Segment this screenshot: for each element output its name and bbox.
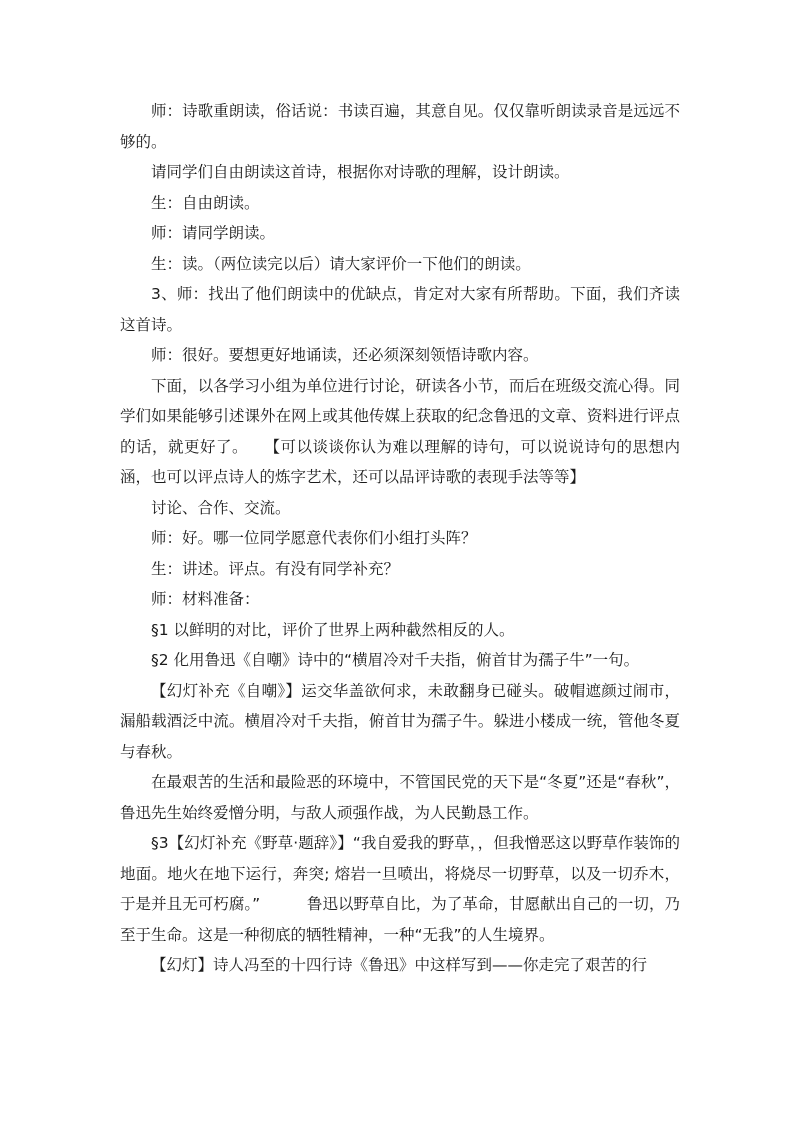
document-body [120, 96, 680, 981]
paragraph: 生：讲述。评点。有没有同学补充？ [151, 559, 400, 578]
paragraph: 请同学们自由朗读这首诗，根据你对诗歌的理解，设计朗读。 [151, 163, 570, 181]
paragraph: 在最艰苦的生活和最险恶的环境中，不管国民党的天下是“冬夏”还是“春秋”，鲁迅先生始终爱憎分明，与敌人顽强作战，为人民勤恳工作。 [120, 773, 680, 822]
paragraph: 讨论、合作、交流。 [151, 498, 291, 517]
paragraph: §1 以鲜明的对比，评价了世界上两种截然相反的人。 [151, 620, 515, 639]
paragraph: 【幻灯】诗人冯至的十四行诗《鲁迅》中这样写到——你走完了艰苦的行 [151, 956, 648, 974]
paragraph: 师：请同学朗读。 [151, 224, 276, 242]
paragraph: 生：自由朗读。 [151, 193, 260, 212]
paragraph: 师：材料准备： [151, 590, 260, 608]
paragraph: 师：好。哪一位同学愿意代表你们小组打头阵？ [151, 529, 477, 547]
paragraph: §2 化用鲁迅《自嘲》诗中的“横眉冷对千夫指，俯首甘为孺子牛”一句。 [151, 651, 640, 669]
paragraph: 师：很好。要想更好地诵读，还必须深刻领悟诗歌内容。 [151, 346, 539, 364]
paragraph: 下面，以各学习小组为单位进行讨论，研读各小节，而后在班级交流心得。同学们如果能够引述课外在网上或其他传媒上获取的纪念鲁迅的文章、资料进行评点的话，就更好了。 【可以谈谈你认为难以理解的诗句，可以说说诗句的思想内涵，也可以评点诗人的炼字艺术，还可以品评诗歌的表现手法等等】 [120, 376, 680, 486]
paragraph: 3、师：找出了他们朗读中的优缺点，肯定对大家有所帮助。下面，我们齐读这首诗。 [120, 285, 680, 334]
paragraph: 【幻灯补充《自嘲》】运交华盖欲何求，未敢翻身已碰头。破帽遮颜过闹市，漏船载酒泛中流。横眉冷对千夫指，俯首甘为孺子牛。躲进小楼成一统，管他冬夏与春秋。 [120, 681, 680, 761]
paragraph: 师：诗歌重朗读，俗话说：书读百遍，其意自见。仅仅靠听朗读录音是远远不够的。 [120, 102, 680, 151]
paragraph: §3【幻灯补充《野草·题辞》】“我自爱我的野草，，但我憎恶这以野草作装饰的地面。地火在地下运行，奔突; 熔岩一旦喷出，将烧尽一切野草，以及一切乔木，于是并且无可朽腐。” 鲁迅以野草自比，为了革命，甘愿献出自己的一切，乃至于生命。这是一种彻底的牺牲精神，一种“无我”的人生境界。 [120, 834, 680, 944]
paragraph: 生：读。（两位读完以后）请大家评价一下他们的朗读。 [151, 254, 531, 273]
